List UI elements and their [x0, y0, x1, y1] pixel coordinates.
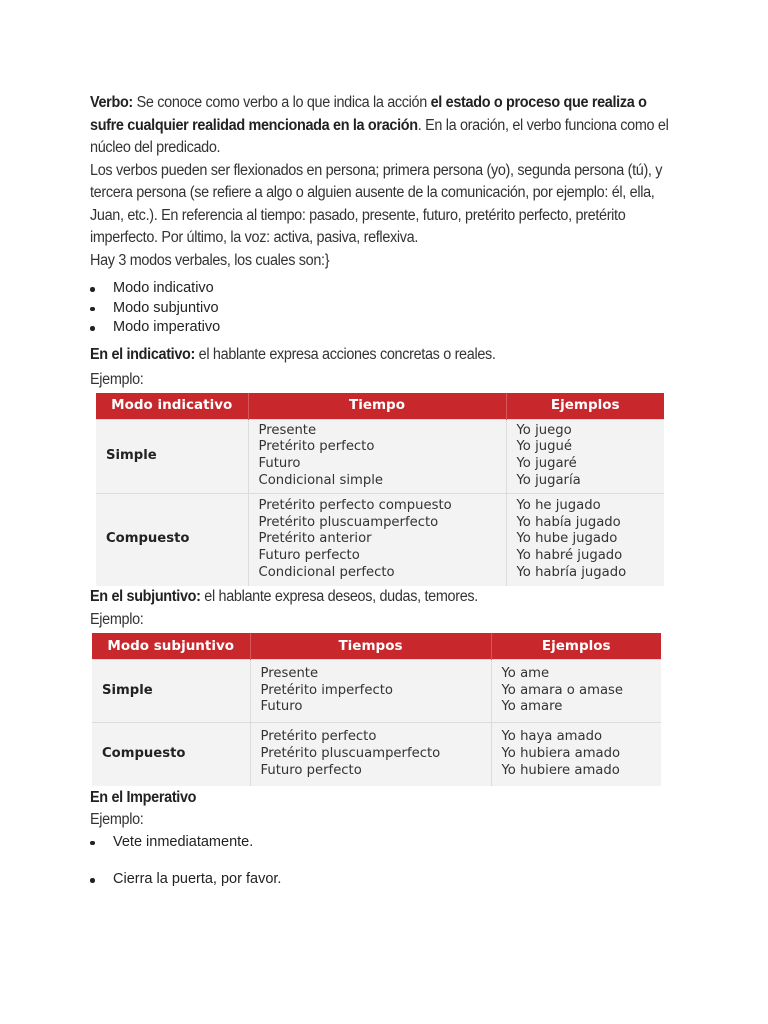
column-header: Ejemplos	[491, 633, 661, 660]
tiempo-cell	[250, 660, 491, 723]
list-item: Modo indicativo	[90, 279, 680, 299]
verbo-definition	[90, 92, 680, 160]
table-header-row	[96, 393, 664, 420]
indicativo-description	[90, 344, 680, 367]
ejemplo-line: Yo amare	[501, 699, 563, 715]
list-item: Vete inmediatamente.	[90, 833, 680, 853]
table-row	[96, 493, 664, 586]
tiempo-line: Pretérito pluscuamperfecto	[260, 745, 441, 761]
indicativo-section	[90, 344, 680, 392]
ejemplo-line: Yo habré jugado	[516, 548, 623, 564]
modes-list	[90, 279, 680, 338]
tiempo-cell	[248, 419, 506, 493]
table-row	[92, 660, 661, 723]
imperativo-ejemplo: Ejemplo:	[90, 811, 144, 828]
tiempo-line: Pretérito perfecto compuesto	[258, 498, 452, 514]
ejemplo-cell	[491, 723, 661, 786]
verbo-bold-text: el estado o proceso que realiza o sufre cualquier realidad mencionada en la oración	[90, 94, 647, 134]
subjuntivo-text: el hablante expresa deseos, dudas, temores.	[200, 588, 478, 605]
indicativo-text: el hablante expresa acciones concretas o reales.	[195, 345, 496, 363]
tiempo-line: Futuro	[260, 699, 303, 715]
ejemplo-line: Yo hubiere amado	[501, 762, 620, 778]
tiempo-line: Condicional simple	[258, 472, 383, 488]
list-item: Modo subjuntivo	[90, 299, 680, 319]
tiempo-line: Futuro perfecto	[258, 548, 360, 564]
column-header: Tiempo	[248, 393, 506, 420]
row-header-cell: Compuesto	[92, 723, 250, 786]
table-header-row	[92, 633, 661, 660]
flexion-paragraph: Los verbos pueden ser flexionados en persona; primera persona (yo), segunda persona (tú), y tercera persona (se refiere a algo o alguien ausente de la comunicación, por ejemplo: él, ella, Juan, etc.). En referencia al tiempo: pasado, presente, futuro, pretérito perfecto, pretérito imperfecto. Por último, la voz: activa, pasiva, reflexiva.	[90, 161, 663, 246]
indicativo-label: En el indicativo:	[90, 345, 196, 363]
column-header: Tiempos	[250, 633, 491, 660]
imperativo-list	[90, 833, 680, 890]
tiempo-line: Pretérito imperfecto	[260, 682, 393, 698]
subjuntivo-table	[92, 633, 661, 786]
ejemplo-line: Yo jugaría	[516, 472, 581, 488]
row-header-cell: Simple	[96, 419, 248, 493]
modos-intro: Hay 3 modos verbales, los cuales son:}	[90, 251, 330, 269]
imperativo-section	[90, 787, 680, 832]
intro-section	[90, 92, 680, 272]
ejemplo-line: Yo jugué	[516, 439, 572, 455]
subjuntivo-ejemplo: Ejemplo:	[90, 610, 144, 628]
tiempo-line: Pretérito pluscuamperfecto	[258, 514, 439, 530]
subjuntivo-section	[90, 586, 680, 631]
row-header-cell: Simple	[92, 660, 250, 723]
ejemplo-line: Yo amara o amase	[501, 682, 624, 698]
ejemplo-cell	[506, 419, 664, 493]
tiempo-line: Futuro	[258, 456, 301, 471]
table-row	[96, 419, 664, 493]
list-item: Modo imperativo	[90, 318, 680, 338]
tiempo-line: Pretérito anterior	[258, 531, 372, 547]
ejemplo-line: Yo jugaré	[516, 456, 577, 471]
table-row	[92, 723, 661, 786]
subjuntivo-label: En el subjuntivo:	[90, 588, 201, 605]
column-header: Modo subjuntivo	[92, 633, 250, 660]
ejemplo-line: Yo hube jugado	[516, 531, 618, 547]
ejemplo-line: Yo ame	[501, 666, 550, 682]
imperativo-label-text: En el Imperativo	[90, 788, 197, 806]
column-header: Ejemplos	[506, 393, 664, 420]
tiempo-line: Presente	[260, 666, 319, 682]
ejemplo-line: Yo hubiera amado	[501, 745, 621, 761]
verbo-text-1: Se conoce como verbo a lo que indica la acción	[132, 94, 431, 111]
indicativo-ejemplo: Ejemplo:	[90, 371, 144, 388]
ejemplo-line: Yo haya amado	[501, 729, 603, 745]
tiempo-cell	[250, 723, 491, 786]
tiempo-line: Condicional perfecto	[258, 564, 395, 580]
ejemplo-line: Yo había jugado	[516, 514, 621, 530]
imperativo-label	[90, 787, 680, 810]
document-page	[90, 92, 680, 890]
tiempo-line: Pretérito perfecto	[260, 729, 377, 745]
tiempo-line: Presente	[258, 422, 317, 438]
ejemplo-line: Yo juego	[516, 422, 572, 438]
tiempo-line: Futuro perfecto	[260, 762, 362, 778]
verbo-label: Verbo:	[90, 94, 133, 111]
subjuntivo-description	[90, 586, 680, 609]
ejemplo-cell	[506, 493, 664, 586]
indicativo-table	[96, 393, 664, 587]
ejemplo-cell	[491, 660, 661, 723]
column-header: Modo indicativo	[96, 393, 248, 420]
verbo-text-2: . En la oración, el verbo funciona como el núcleo del predicado.	[90, 116, 669, 156]
ejemplo-line: Yo habría jugado	[516, 564, 627, 580]
row-header-cell: Compuesto	[96, 493, 248, 586]
ejemplo-line: Yo he jugado	[516, 498, 601, 514]
tiempo-line: Pretérito perfecto	[258, 439, 375, 455]
list-item: Cierra la puerta, por favor.	[90, 870, 680, 890]
tiempo-cell	[248, 493, 506, 586]
